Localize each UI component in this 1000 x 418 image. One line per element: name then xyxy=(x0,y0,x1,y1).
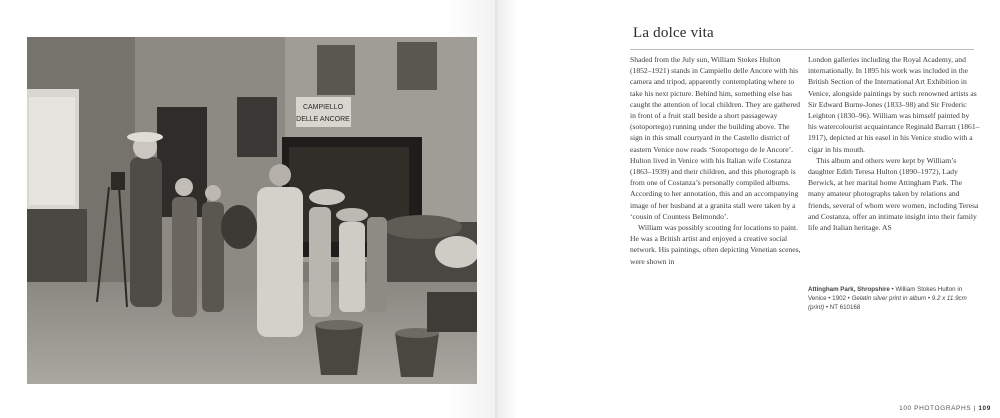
book-title: 100 PHOTOGRAPHS xyxy=(899,405,972,412)
campiello-sign-line1: CAMPIELLO xyxy=(302,104,344,111)
article-title: La dolce vita xyxy=(633,25,714,41)
caption-place: Attingham Park, Shropshire xyxy=(808,286,890,293)
page-number: 109 xyxy=(978,405,991,412)
caption-separator: • xyxy=(889,286,896,293)
archival-photograph xyxy=(27,37,477,384)
paragraph-2: William was possibly scouting for locations to paint. He was a British artist and enjoyed a creative social network. His paintings, often depicting Venetian scenes, were shown in xyxy=(630,223,801,266)
campiello-sign-line2: DELLE ANCORE xyxy=(296,116,350,123)
caption-date: • 1902 • xyxy=(826,295,852,302)
text-column-1 xyxy=(630,54,802,267)
title-rule xyxy=(630,49,974,50)
caption-medium: Gelatin silver print in album • 9.2 x 11.9cm (print) xyxy=(808,295,967,311)
left-page xyxy=(0,0,497,418)
caption-reference: • NT 610168 xyxy=(824,304,861,311)
paragraph-1: Shaded from the July sun, William Stokes Hulton (1852–1921) stands in Campiello delle Ancore with his camera and tripod, apparently contemplating where to take his next picture. Behind him, something else has caught the attention of local children. They are gathered in front of a fruit stall beside a short passageway (sotoportego) running under the building above. The sign in this small courtyard in the Castello district of eastern Venice now reads ‘Sotoportego de le Ancore’. Hulton lived in Venice with his Italian wife Costanza (1863–1939) and their children, and this photograph is from one of Costanza’s personally compiled albums. According to her annotation, this and an accompanying image of her husband at a granita stall were taken by a ‘cousin of Countess Belmondo’. xyxy=(630,55,801,221)
photograph-image xyxy=(27,37,477,384)
folio-separator: | xyxy=(971,405,979,412)
page-folio xyxy=(899,405,991,412)
text-column-2 xyxy=(808,54,980,233)
paragraph-3: London galleries including the Royal Academy, and internationally. In 1895 his work was included in the British Section of the International Art Exhibition in Venice, alongside paintings by such renowned artists as Sir Edward Burne-Jones (1833–98) and Sir Frederic Leighton (1830–96). William was himself painted by his watercolourist acquaintance Reginald Barratt (1861–1917), depicted at his easel in his Venice studio with a cigar in his mouth. xyxy=(808,55,980,154)
caption-work: William Stokes Hulton in Venice xyxy=(808,286,963,302)
photo-caption xyxy=(808,285,980,312)
paragraph-4: This album and others were kept by William’s daughter Edith Teresa Hulton (1890–1972), Lady Berwick, at her marital home Attingham Park. The many amateur photographs taken by relations and friends, several of whom were women, including Teresa and Costanza, offer an intimate insight into their family life and Italian heritage. AS xyxy=(808,155,979,233)
